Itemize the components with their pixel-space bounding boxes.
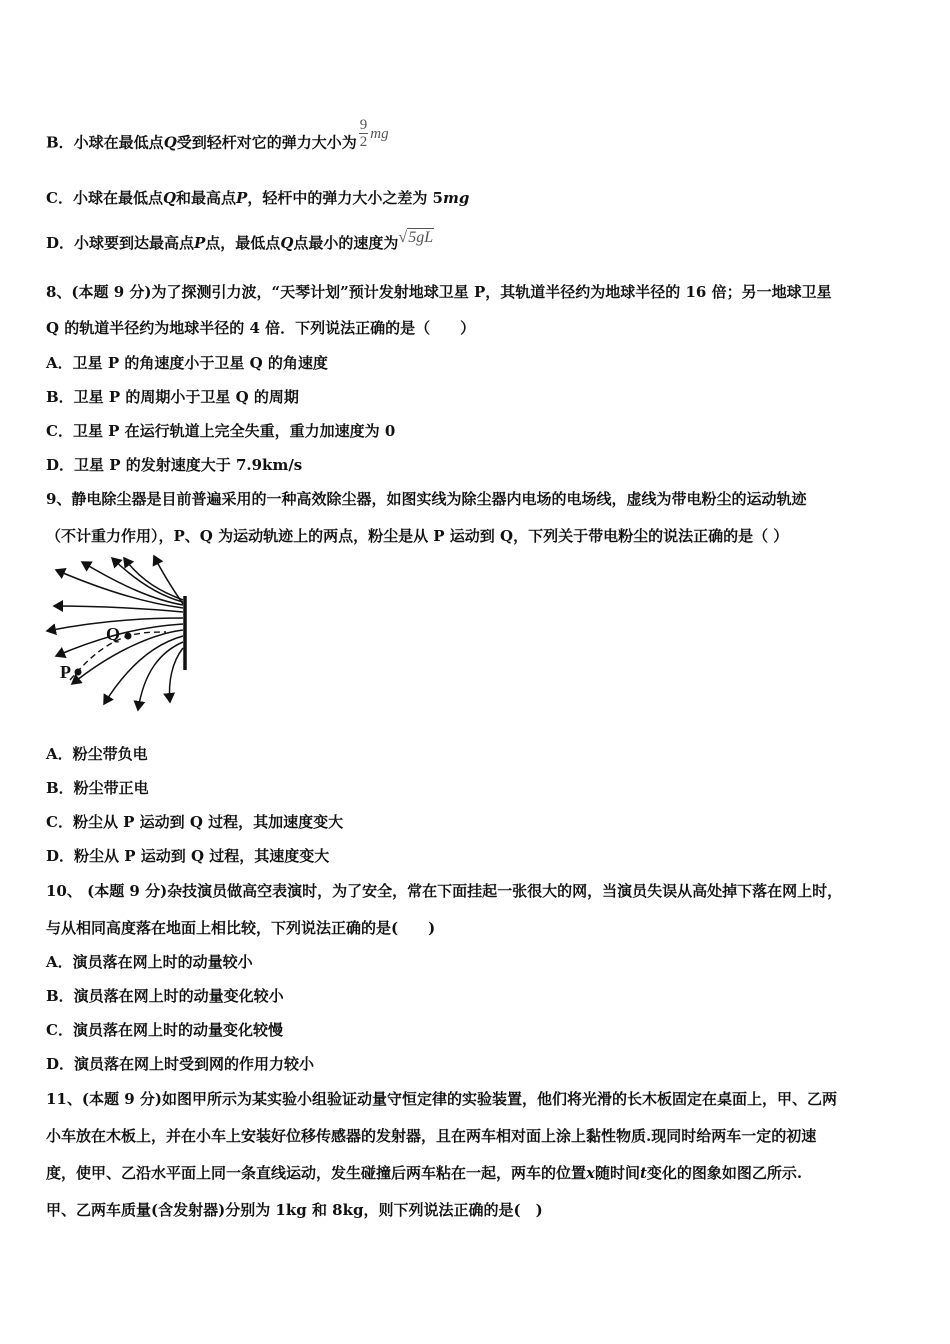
q8-option-a: A．卫星 P 的角速度小于卫星 Q 的角速度 [46,354,328,372]
q9-option-b: B．粉尘带正电 [46,779,149,797]
fraction-nine-halves: $\frac{9}{2}$ [359,117,368,150]
sqrt-expression: √5gL [398,229,434,246]
q11-stem-line2: 小车放在木板上，并在小车上安装好位移传感器的发射器，且在两车相对面上涂上黏性物质.现同时给两车一定的初速 [46,1127,817,1145]
q11-stem-line3: 度，使甲、乙沿水平面上同一条直线运动，发生碰撞后两车粘在一起，两车的位置x随时间t变化的图象如图乙所示. [46,1164,803,1182]
q8-stem-line1: 8、(本题 9 分)为了探测引力波，“天琴计划”预计发射地球卫星 P，其轨道半径约为地球半径的 16 倍；另一地球卫星 [46,283,832,301]
q9-stem-line2: （不计重力作用），P、Q 为运动轨迹上的两点，粉尘是从 P 运动到 Q，下列关于带电粉尘的说法正确的是（ ） [46,527,789,545]
q10-stem-line1: 10、 (本题 9 分)杂技演员做高空表演时，为了安全，常在下面挂起一张很大的网，当演员失误从高处掉下落在网上时， [46,882,843,900]
q10-option-b: B．演员落在网上时的动量变化较小 [46,987,284,1005]
q8-option-c: C．卫星 P 在运行轨道上完全失重，重力加速度为 0 [46,422,396,440]
q8-option-b: B．卫星 P 的周期小于卫星 Q 的周期 [46,388,299,406]
q7-option-c: C．小球在最低点Q和最高点P，轻杆中的弹力大小之差为 5mg [46,189,470,207]
q8-stem-line2: Q 的轨道半径约为地球半径的 4 倍．下列说法正确的是（ ） [46,319,476,337]
q8-option-d: D．卫星 P 的发射速度大于 7.9km/s [46,456,303,474]
q9-option-c: C．粉尘从 P 运动到 Q 过程，其加速度变大 [46,813,344,831]
q7-option-b: B．小球在最低点Q受到轻杆对它的弹力大小为 $\frac{9}{2}$ mg [46,117,389,152]
q9-option-a: A．粉尘带负电 [46,745,148,763]
electrostatic-precipitator-figure [42,552,202,718]
label-p: P [60,662,71,682]
label-q: Q [106,624,121,644]
field-line [124,558,183,600]
field-line [54,606,183,612]
q11-stem-line1: 11、(本题 9 分)如图甲所示为某实验小组验证动量守恒定律的实验装置，他们将光滑的长木板固定在桌面上，甲、乙两 [46,1090,837,1108]
q11-stem-line4: 甲、乙两车质量(含发射器)分别为 1kg 和 8kg，则下列说法正确的是( ) [46,1201,543,1219]
point-q [125,633,132,640]
field-line [104,636,183,704]
q9-option-d: D．粉尘从 P 运动到 Q 过程，其速度变大 [46,847,330,865]
field-line [170,648,183,702]
q10-option-c: C．演员落在网上时的动量变化较慢 [46,1021,283,1039]
q10-option-a: A．演员落在网上时的动量较小 [46,953,253,971]
q9-stem-line1: 9、静电除尘器是目前普遍采用的一种高效除尘器，如图实线为除尘器内电场的电场线，虚线为带电粉尘的运动轨迹 [46,490,807,508]
q7-option-d: D．小球要到达最高点P点，最低点Q点最小的速度为√5gL [46,229,434,252]
point-p [75,669,82,676]
q10-option-d: D．演员落在网上时受到网的作用力较小 [46,1055,315,1073]
q10-stem-line2: 与从相同高度落在地面上相比较，下列说法正确的是( ) [46,919,436,937]
field-line [138,642,183,710]
